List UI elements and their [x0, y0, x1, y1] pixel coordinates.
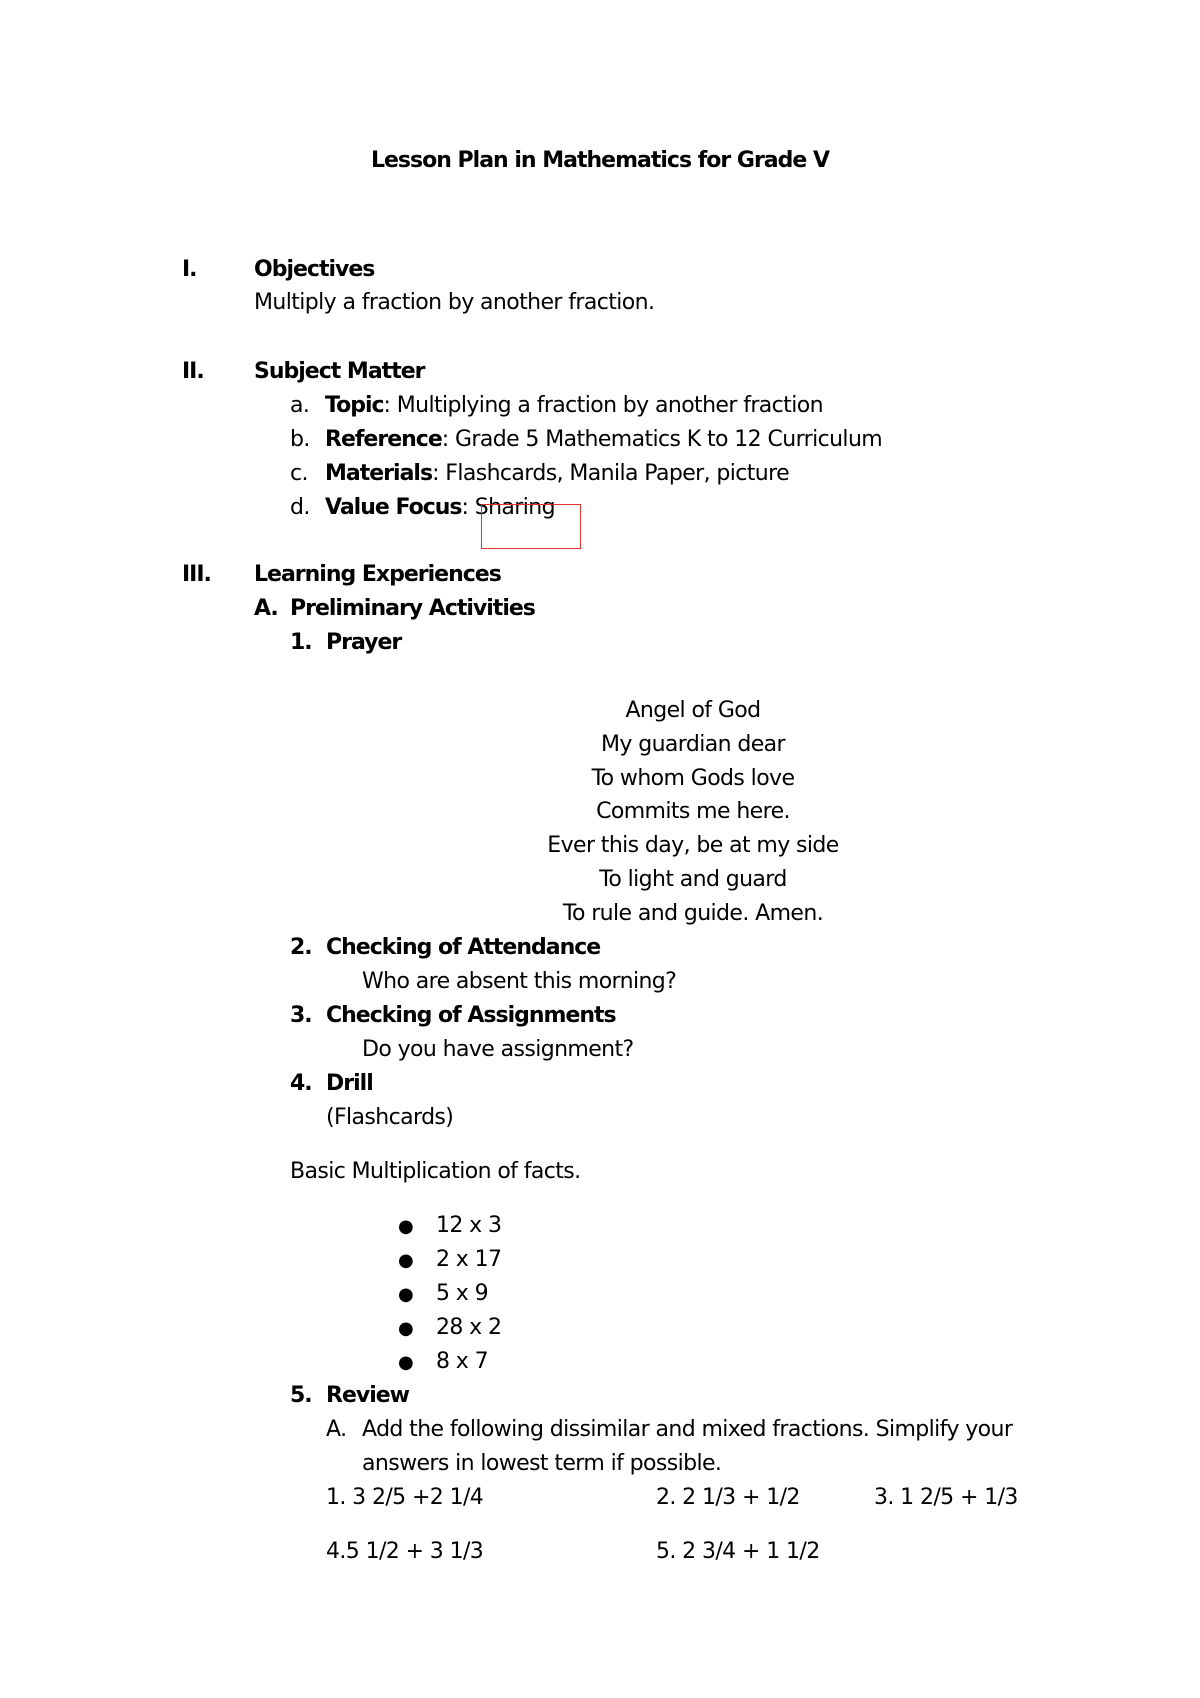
objectives-heading: Objectives: [254, 257, 375, 282]
prayer-line: Commits me here.: [596, 799, 790, 824]
bullet-dot-icon: ●: [398, 1284, 414, 1305]
drill-fact: 5 x 9: [436, 1281, 489, 1306]
objectives-text: Multiply a fraction by another fraction.: [254, 290, 655, 315]
review-instruction-cont: answers in lowest term if possible.: [362, 1451, 722, 1476]
assignments-question: Do you have assignment?: [362, 1037, 634, 1062]
bullet-dot-icon: ●: [398, 1216, 414, 1237]
bullet-dot-icon: ●: [398, 1352, 414, 1373]
prayer-line: Angel of God: [625, 698, 761, 723]
subject-item-topic: Topic: Multiplying a fraction by another fraction: [325, 393, 823, 418]
prayer-line: To rule and guide. Amen.: [562, 901, 824, 926]
drill-fact: 28 x 2: [436, 1315, 502, 1340]
item-number: 3.: [290, 1003, 312, 1028]
attendance-question: Who are absent this morning?: [362, 969, 677, 994]
review-instruction: Add the following dissimilar and mixed fractions. Simplify your: [362, 1417, 1013, 1442]
review-problem: 5. 2 3/4 + 1 1/2: [656, 1539, 820, 1564]
learning-heading: Learning Experiences: [254, 562, 501, 587]
selection-box: [481, 504, 581, 549]
drill-heading: Drill: [326, 1071, 373, 1096]
subject-matter-heading: Subject Matter: [254, 359, 425, 384]
attendance-heading: Checking of Attendance: [326, 935, 601, 960]
page-title: Lesson Plan in Mathematics for Grade V: [370, 148, 830, 173]
review-letter: A.: [326, 1417, 347, 1442]
drill-fact: 12 x 3: [436, 1213, 502, 1238]
subject-item-letter: a.: [290, 393, 310, 418]
prayer-line: My guardian dear: [601, 732, 785, 757]
subject-item-materials: Materials: Flashcards, Manila Paper, picture: [325, 461, 790, 486]
review-problem: 1. 3 2/5 +2 1/4: [326, 1485, 484, 1510]
section-number-subject-matter: II.: [182, 359, 204, 384]
section-number-objectives: I.: [182, 257, 197, 282]
drill-fact: 2 x 17: [436, 1247, 502, 1272]
prayer-line: To light and guard: [599, 867, 787, 892]
drill-intro: Basic Multiplication of facts.: [290, 1159, 581, 1184]
subject-item-letter: b.: [290, 427, 310, 452]
bullet-dot-icon: ●: [398, 1318, 414, 1339]
subject-item-letter: c.: [290, 461, 308, 486]
subject-item-reference: Reference: Grade 5 Mathematics K to 12 Curriculum: [325, 427, 883, 452]
item-number: 1.: [290, 630, 312, 655]
bullet-dot-icon: ●: [398, 1250, 414, 1271]
item-number: 5.: [290, 1383, 312, 1408]
review-problem: 2. 2 1/3 + 1/2: [656, 1485, 800, 1510]
prayer-line: Ever this day, be at my side: [547, 833, 839, 858]
section-number-learning: III.: [182, 562, 211, 587]
subject-item-letter: d.: [290, 495, 310, 520]
item-number: 2.: [290, 935, 312, 960]
drill-fact: 8 x 7: [436, 1349, 489, 1374]
subject-item-value-focus: Value Focus: Sharing: [325, 495, 555, 520]
prayer-heading: Prayer: [326, 630, 402, 655]
assignments-heading: Checking of Assignments: [326, 1003, 616, 1028]
prayer-line: To whom Gods love: [591, 766, 795, 791]
drill-note: (Flashcards): [326, 1105, 454, 1130]
prelim-heading: Preliminary Activities: [290, 596, 535, 621]
review-problem: 3. 1 2/5 + 1/3: [874, 1485, 1018, 1510]
prelim-letter: A.: [254, 596, 278, 621]
review-heading: Review: [326, 1383, 409, 1408]
review-problem: 4.5 1/2 + 3 1/3: [326, 1539, 484, 1564]
item-number: 4.: [290, 1071, 312, 1096]
